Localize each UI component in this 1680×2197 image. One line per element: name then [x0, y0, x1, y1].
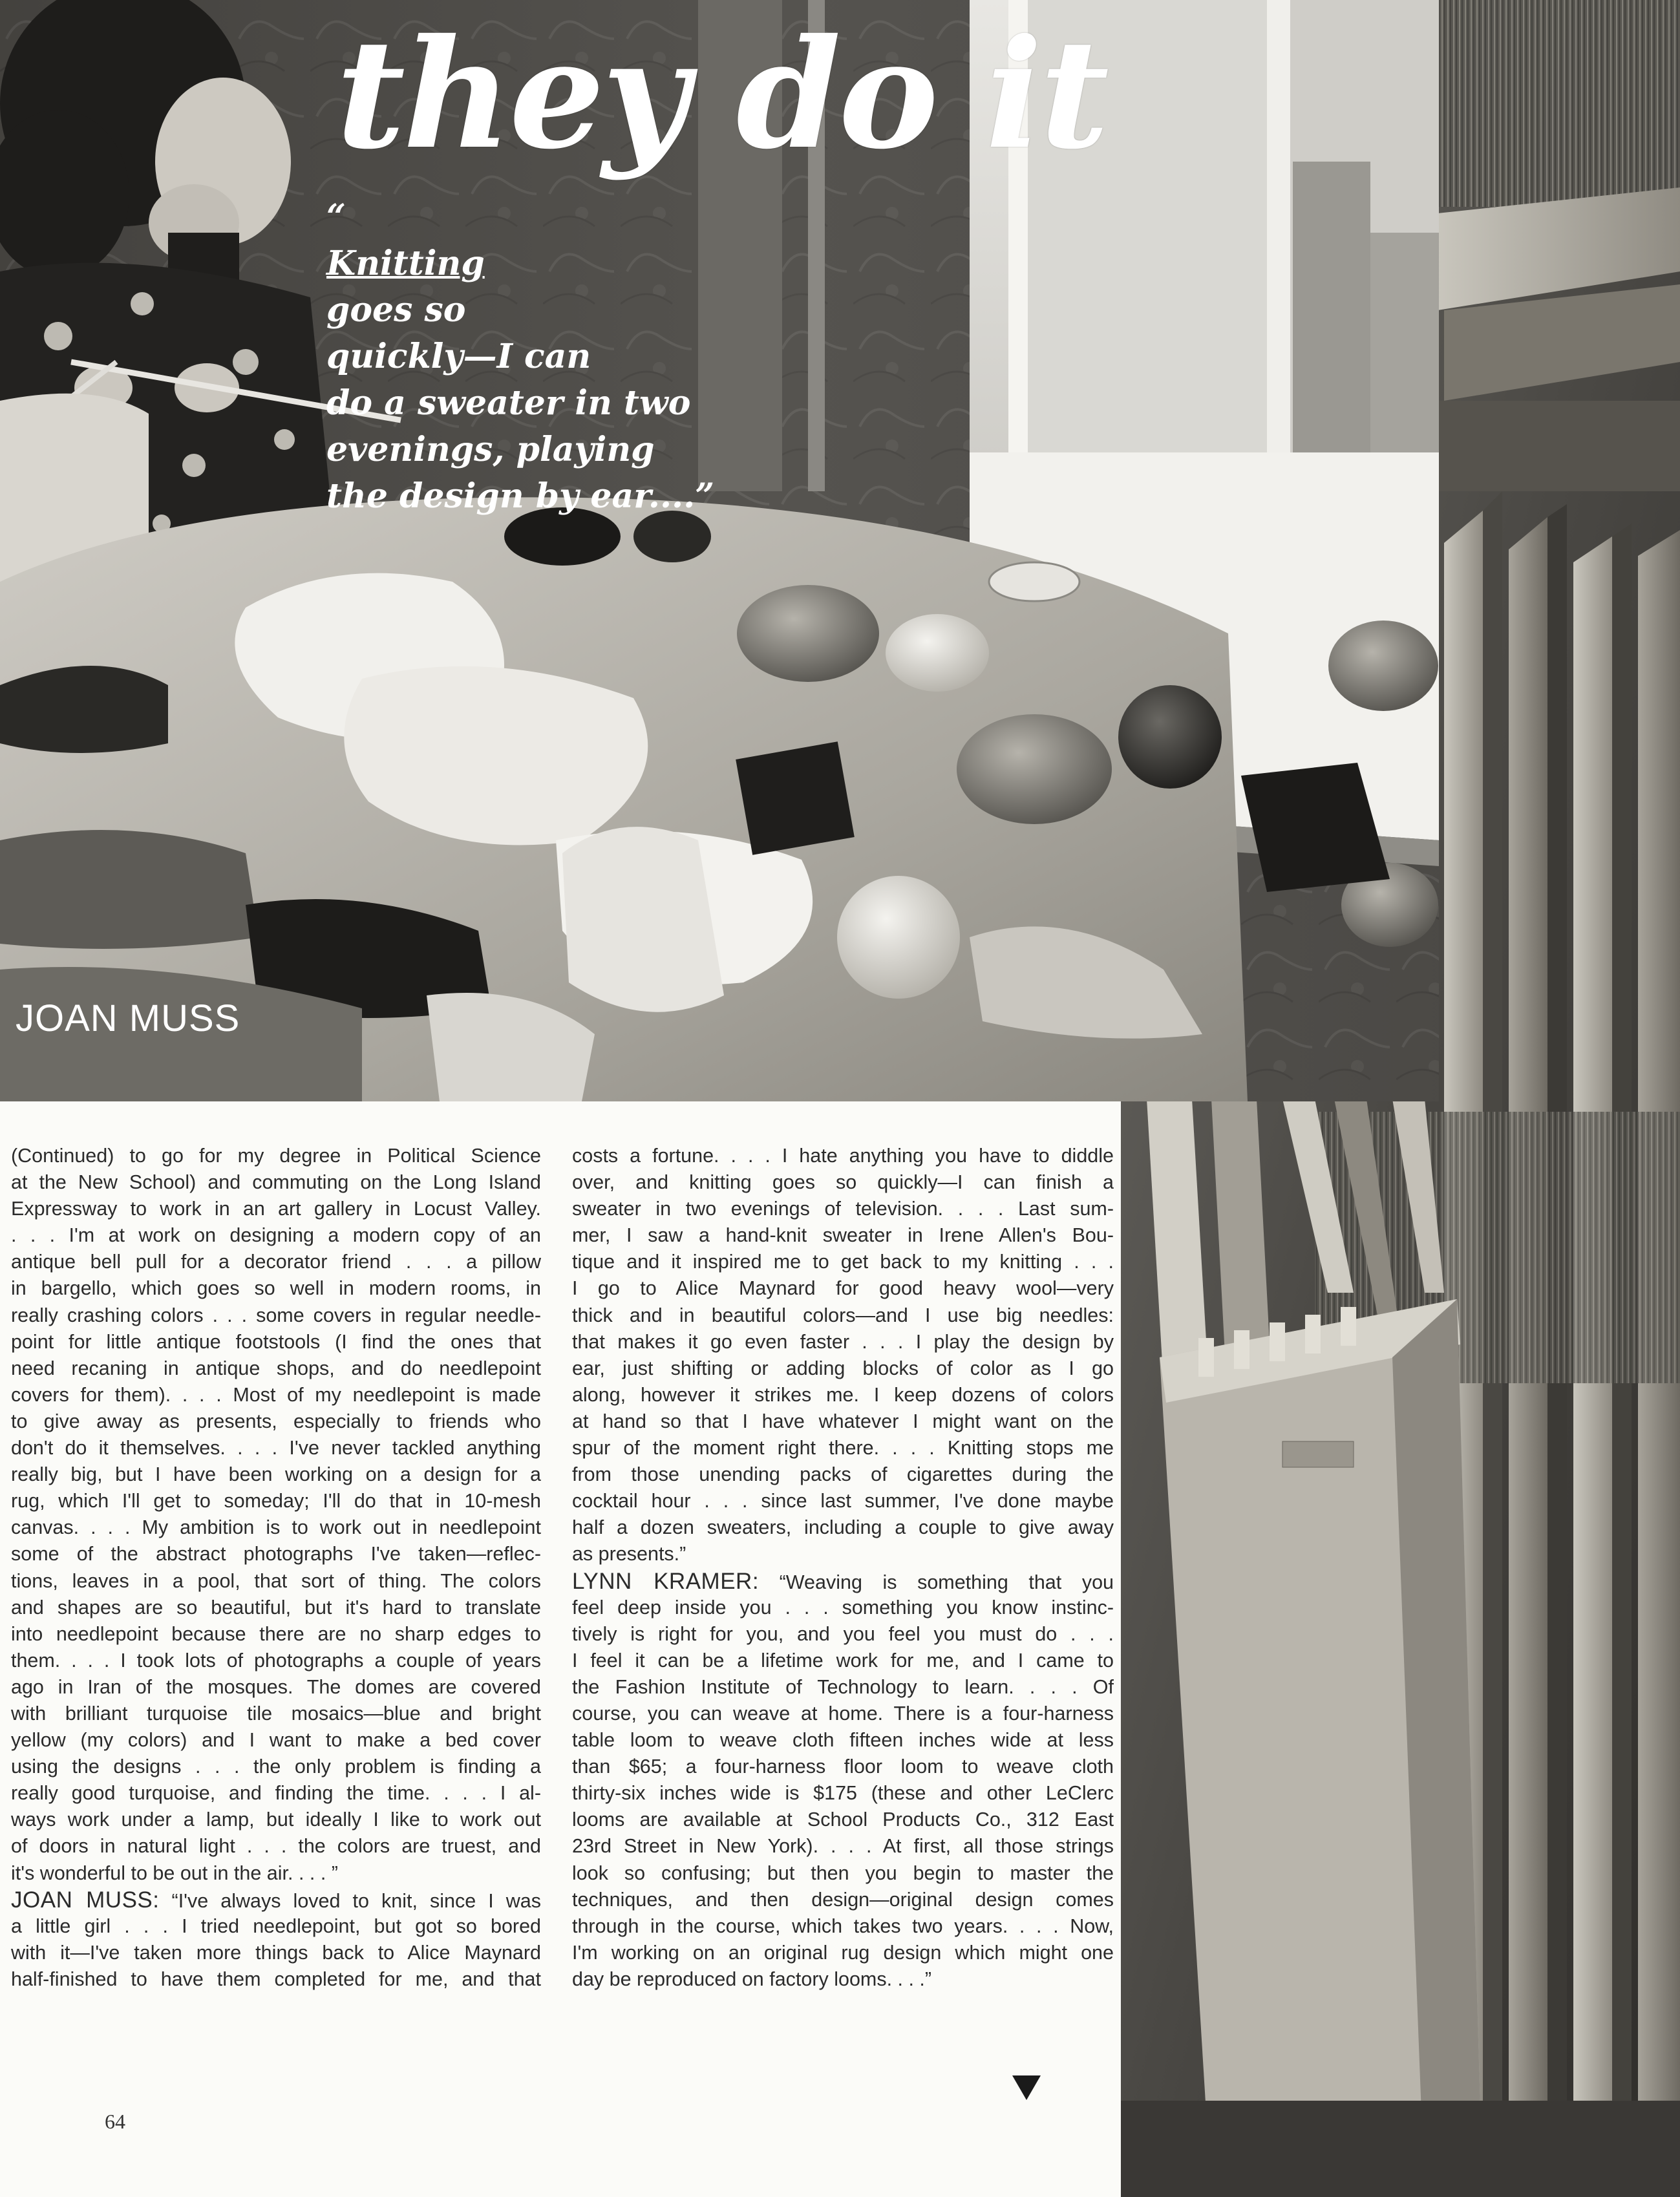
text-line: thick and in beautiful colors—and I use big needles:: [572, 1304, 1114, 1326]
text-line: look so confusing; but then you begin to master the: [572, 1862, 1114, 1884]
text-line: over, and knitting goes so quickly—I can finish a: [572, 1171, 1114, 1194]
speaker-name: LYNN KRAMER:: [572, 1568, 760, 1594]
text-line: half-finished to have them completed for me, and that: [11, 1968, 541, 1990]
text-line: feel deep inside you . . . something you know instinc-: [572, 1596, 1114, 1619]
text-line: using the designs . . . the only problem is finding a: [11, 1756, 541, 1778]
text-line: techniques, and then design—original design comes: [572, 1888, 1114, 1911]
text-line: table loom to weave cloth fifteen inches wide at less: [572, 1729, 1114, 1752]
text-line: really crashing colors . . . some covers in regular needle-: [11, 1304, 541, 1326]
text-line: antique bell pull for a decorator friend . . . a pillow: [11, 1251, 541, 1273]
text-line: need recaning in antique shops, and do needlepoint: [11, 1357, 541, 1379]
text-line: through in the course, which takes two years. . . . Now,: [572, 1915, 1114, 1937]
text-line: covers for them). . . . Most of my needlepoint is made: [11, 1383, 541, 1406]
pull-quote-line: “ Knitting goes so: [326, 197, 485, 330]
text-line: some of the abstract photographs I've taken—reflec-: [11, 1543, 541, 1565]
lynn-kramer-quote-start: LYNN KRAMER: “Weaving is something that you: [572, 1568, 1114, 1594]
text-line: sweater in two evenings of television. . . . Last sum-: [572, 1198, 1114, 1220]
text-line: mer, I saw a hand-knit sweater in Irene Allen's Bou-: [572, 1224, 1114, 1247]
text-line: tions, leaves in a pool, that sort of thing. The colors: [11, 1569, 541, 1592]
joan-muss-quote-start: JOAN MUSS: “I've always loved to knit, since I was: [11, 1887, 541, 1913]
text-line: yellow (my colors) and I want to make a bed cover: [11, 1729, 541, 1752]
text-line: tique and it inspired me to get back to my knitting . . .: [572, 1251, 1114, 1273]
text-line: along, however it strikes me. I keep dozens of colors: [572, 1383, 1114, 1406]
text-line: I go to Alice Maynard for good heavy wool—very: [572, 1277, 1114, 1300]
text-line: I feel it can be a lifetime work for me, and I came to: [572, 1649, 1114, 1672]
headline: they do it: [336, 6, 1107, 182]
text-line: tively is right for you, and you feel you must do . . .: [572, 1622, 1114, 1645]
photo-caption: JOAN MUSS: [16, 997, 240, 1039]
text-line: a little girl . . . I tried needlepoint, but got so bored: [11, 1915, 541, 1937]
text-line: 23rd Street in New York). . . . At first, all those strings: [572, 1835, 1114, 1858]
text-line: half a dozen sweaters, including a couple to give away: [572, 1516, 1114, 1539]
text-line: from those unending packs of cigarettes during the: [572, 1463, 1114, 1486]
text-line: rug, which I'll get to someday; I'll do that in 10-mesh: [11, 1490, 541, 1512]
text-line: than $65; a four-harness floor loom to weave cloth: [572, 1756, 1114, 1778]
article-column-left: [11, 1143, 541, 1993]
text-line: to give away as presents, especially to friends who: [11, 1410, 541, 1432]
text-line: (Continued) to go for my degree in Political Science: [11, 1145, 541, 1167]
text-line: at hand so that I have whatever I might want on the: [572, 1410, 1114, 1432]
text-line: them. . . . I took lots of photographs a couple of years: [11, 1649, 541, 1672]
text-line: I'm working on an original rug design which might one: [572, 1941, 1114, 1964]
text-line: canvas. . . . My ambition is to work out in needlepoint: [11, 1516, 541, 1539]
text-line: ear, just shifting or adding blocks of color as I go: [572, 1357, 1114, 1379]
article-column-right: [572, 1143, 1114, 1993]
pull-quote-line: quickly—I can: [326, 337, 591, 376]
text-line: really big, but I have been working on a design for a: [11, 1463, 541, 1486]
text-line: costs a fortune. . . . I hate anything you have to diddle: [572, 1145, 1114, 1167]
end-of-article-triangle-icon: [1012, 2075, 1041, 2100]
pull-quote-line: evenings, playing: [326, 430, 655, 469]
text-line: it's wonderful to be out in the air. . . . ”: [11, 1862, 338, 1884]
text-line: in bargello, which goes so well in modern rooms, in: [11, 1277, 541, 1300]
text-line: that makes it go even faster . . . I play the design by: [572, 1330, 1114, 1353]
text-line: with it—I've taken more things back to Alice Maynard: [11, 1941, 541, 1964]
text-line: . . . I'm at work on designing a modern copy of an: [11, 1224, 541, 1247]
text-line: into needlepoint because there are no sharp edges to: [11, 1622, 541, 1645]
text-line: Expressway to work in an art gallery in Locust Valley.: [11, 1198, 541, 1220]
text-line: of doors in natural light . . . the colors are truest, and: [11, 1835, 541, 1858]
text-line: don't do it themselves. . . . I've never tackled anything: [11, 1437, 541, 1459]
text-line: and shapes are so beautiful, but it's hard to translate: [11, 1596, 541, 1619]
text-line: course, you can weave at home. There is a four-harness: [572, 1702, 1114, 1725]
text-line: spur of the moment right there. . . . Knitting stops me: [572, 1437, 1114, 1459]
speaker-name: JOAN MUSS:: [11, 1887, 160, 1913]
text-line: thirty-six inches wide is $175 (these and other LeClerc: [572, 1782, 1114, 1805]
text-line: really good turquoise, and finding the time. . . . I al-: [11, 1782, 541, 1805]
text-line: with brilliant turquoise tile mosaics—blue and bright: [11, 1702, 541, 1725]
text-line: as presents.”: [572, 1543, 686, 1565]
text-line: cocktail hour . . . since last summer, I've done maybe: [572, 1490, 1114, 1512]
text-line: day be reproduced on factory looms. . . .”: [572, 1968, 932, 1990]
page-number: 64: [105, 2110, 125, 2133]
text-line: the Fashion Institute of Technology to learn. . . . Of: [572, 1675, 1114, 1698]
text-line: at the New School) and commuting on the Long Island: [11, 1171, 541, 1194]
text-line: ago in Iran of the mosques. The domes are covered: [11, 1675, 541, 1698]
text-line: looms are available at School Products Co., 312 East: [572, 1809, 1114, 1831]
text-line: ways work under a lamp, but ideally I like to work out: [11, 1809, 541, 1831]
pull-quote: [326, 194, 844, 520]
text-line: point for little antique footstools (I find the ones that: [11, 1330, 541, 1353]
pull-quote-line: the design by ear....”: [326, 476, 715, 516]
pull-quote-line: do a sweater in two: [326, 383, 691, 423]
